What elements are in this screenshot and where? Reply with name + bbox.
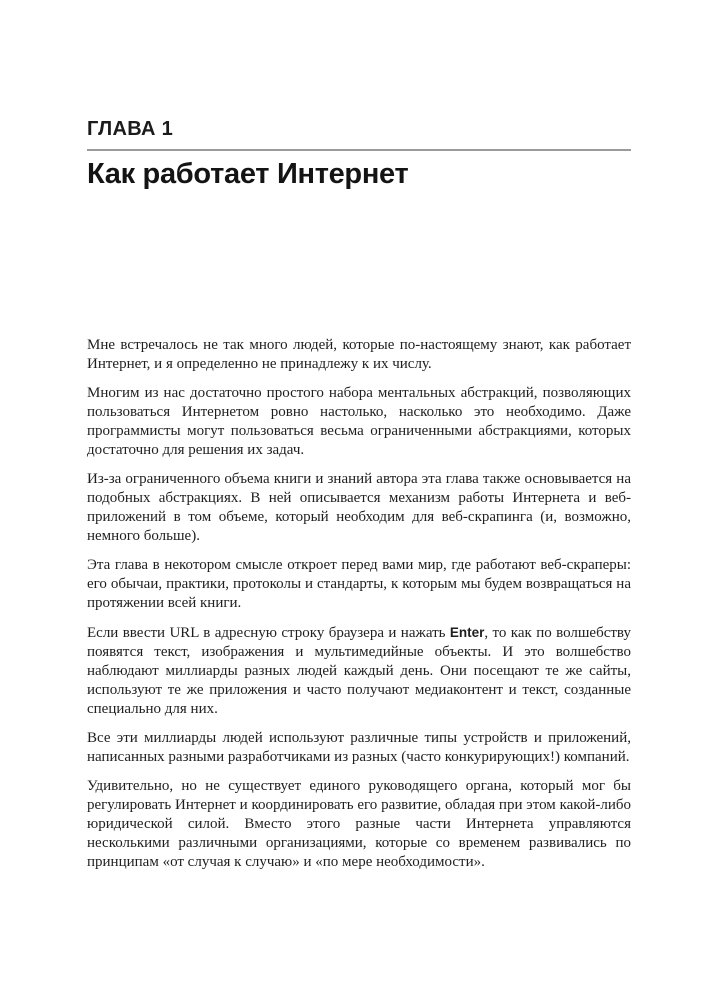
paragraph-3: Из-за ограниченного объема книги и знаний автора эта глава также основывается на подобных абстракциях. В ней описывается механизм работы Интернета и веб-приложений в том объеме, который необходим для веб-скрапинга (и, возможно, немного больше).	[87, 471, 631, 544]
paragraph-2: Многим из нас достаточно простого набора ментальных абстракций, позволяющих пользоваться Интернетом ровно настолько, насколько это необходимо. Даже программисты могут пользоваться весьма ограниченными абстракциями, которых достаточно для решения их задач.	[87, 385, 631, 458]
header-rule	[87, 149, 631, 151]
paragraph-6: Все эти миллиарды людей используют различные типы устройств и приложений, написанных разными разработчиками из разных (часто конкурирующих!) компаний.	[87, 730, 631, 765]
paragraph-7: Удивительно, но не существует единого руководящего органа, который мог бы регулировать Интернет и координировать его развитие, обладая при этом какой-либо юридической силой. Вместо этого разные части Интернета управляются несколькими различными организациями, которые со временем развивались по принципам «от случая к случаю» и «по мере необходимости».	[87, 778, 631, 870]
paragraph-4: Эта глава в некотором смысле откроет перед вами мир, где работают веб-скраперы: его обычаи, практики, протоколы и стандарты, к которым мы будем возвращаться на протяжении всей книги.	[87, 557, 631, 611]
chapter-header	[87, 117, 631, 191]
chapter-title: Как работает Интернет	[87, 158, 409, 190]
body-text	[87, 336, 631, 872]
chapter-label: ГЛАВА 1	[87, 118, 173, 140]
paragraph-5-text-before: Если ввести URL в адресную строку браузера и нажать	[87, 625, 450, 641]
enter-key-term: Enter	[449, 625, 485, 640]
paragraph-5	[87, 623, 631, 719]
paragraph-5-text-after: , то как по волшебству появятся текст, изображения и мультимедийные объекты. И это волшебство наблюдают миллиарды разных людей каждый день. Они посещают те же сайты, используют те же приложения и часто получают медиаконтент и текст, созданные специально для них.	[87, 625, 632, 717]
paragraph-1: Мне встречалось не так много людей, которые по-настоящему знают, как работает Интернет, и я определенно не принадлежу к их числу.	[87, 337, 631, 372]
